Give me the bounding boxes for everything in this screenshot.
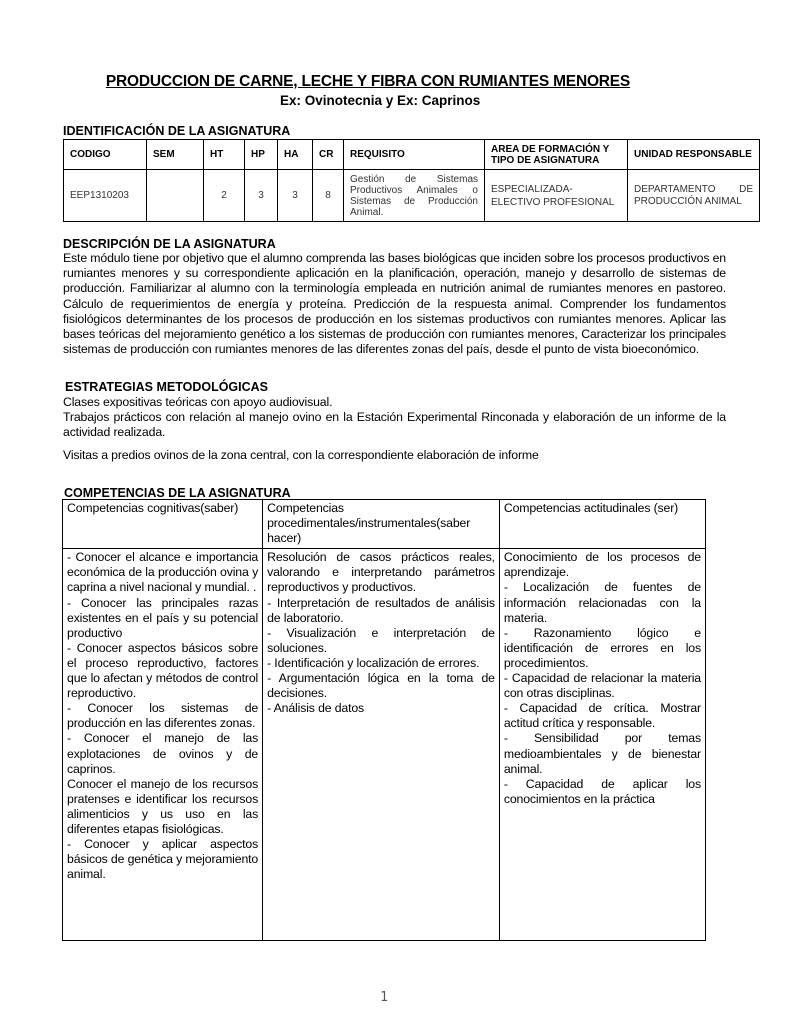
identificacion-heading: IDENTIFICACIÓN DE LA ASIGNATURA [63, 124, 291, 138]
list-item: - Capacidad de aplicar los conocimientos en la práctica [503, 776, 701, 806]
header-sem: SEM [147, 140, 204, 170]
list-item: - Capacidad de crítica. Mostrar actitud crítica y responsable. [503, 701, 701, 731]
header-hp: HP [245, 140, 278, 170]
identificacion-table [63, 139, 760, 222]
cell-hp: 3 [245, 170, 278, 222]
header-area-formacion: AREA DE FORMACIÓN Y TIPO DE ASIGNATURA [485, 140, 628, 170]
list-item: - Análisis de datos [267, 701, 365, 716]
page-number: 1 [380, 990, 388, 1005]
cell-area-formacion: ESPECIALIZADA-ELECTIVO PROFESIONAL [485, 170, 628, 222]
list-item: Conocimiento de los procesos de aprendizaje. [503, 550, 701, 580]
header-actitudinales: Competencias actitudinales (ser) [499, 500, 705, 549]
cell-ha: 3 [278, 170, 313, 222]
cell-cr: 8 [313, 170, 344, 222]
cell-sem [147, 170, 204, 222]
list-item: - Conocer los sistemas de producción en las diferentes zonas. [67, 701, 259, 731]
estrategia-item: Clases expositivas teóricas con apoyo audiovisual. [63, 395, 333, 409]
list-item: Conocer el manejo de los recursos pratenses e identificar los recursos alimenticios y us uso en las diferentes etapas fisiológicas. [67, 776, 259, 836]
cell-requisito: Gestión de Sistemas Productivos Animales o Sistemas de Producción Animal. [344, 170, 485, 222]
header-requisito: REQUISITO [344, 140, 485, 170]
table-row [64, 170, 760, 222]
estrategia-item: Visitas a predios ovinos de la zona central, con la correspondiente elaboración de informe [63, 448, 539, 462]
list-item: - Argumentación lógica en la toma de decisiones. [267, 671, 495, 701]
header-cr: CR [313, 140, 344, 170]
document-subtitle: Ex: Ovinotecnia y Ex: Caprinos [280, 93, 481, 108]
header-codigo: CODIGO [64, 140, 147, 170]
descripcion-text: Este módulo tiene por objetivo que el alumno comprenda las bases biológicas que inciden sobre los procesos productivos en rumiantes menores y su correspondiente aplicación en la planificación, operación, manejo y desarrollo de sistemas de producción. Familiarizar al alumno con la terminología empleada en nutrición animal de rumiantes menores en pastoreo. Cálculo de requerimientos de energía y proteína. Predicción de la respuesta animal. Comprender los fundamentos fisiológicos determinantes de los procesos de producción en los sistemas productivos con rumiantes menores. Aplicar las bases teóricas del mejoramiento genético a los sistemas de producción con rumiantes menores, Caracterizar los principales sistemas de producción con rumiantes menores de las diferentes zonas del país, desde el punto de vista bioeconómico. [63, 251, 726, 357]
list-item: - Conocer aspectos básicos sobre el proceso reproductivo, factores que lo afectan y métodos de control reproductivo. [67, 640, 259, 701]
list-item: - Conocer las principales razas existentes en el país y su potencial productivo [67, 595, 259, 640]
cell-unidad-responsable: DEPARTAMENTO DE PRODUCCIÓN ANIMAL [628, 170, 760, 222]
cognitivas-cell [63, 549, 263, 941]
list-item: - Visualización e interpretación de soluciones. [267, 625, 495, 655]
header-procedimentales: Competencias procedimentales/instrumentales(saber hacer) [263, 500, 500, 549]
header-unidad-responsable: UNIDAD RESPONSABLE [628, 140, 760, 170]
list-item: - Conocer y aplicar aspectos básicos de genética y mejoramiento animal. [67, 837, 259, 882]
competencias-heading: COMPETENCIAS DE LA ASIGNATURA [64, 486, 291, 500]
table-header-row [64, 140, 760, 170]
header-cognitivas: Competencias cognitivas(saber) [63, 500, 263, 549]
header-ha: HA [278, 140, 313, 170]
competencias-table [62, 499, 706, 941]
list-item: - Localización de fuentes de información relacionadas con la materia. [503, 580, 701, 625]
estrategia-item: Trabajos prácticos con relación al manejo ovino en la Estación Experimental Rinconada y elaboración de un informe de la actividad realizada. [63, 410, 726, 440]
procedimentales-cell [263, 549, 500, 941]
list-item: - Conocer el alcance e importancia económica de la producción ovina y caprina a nivel nacional y mundial. . [67, 550, 259, 595]
estrategias-heading: ESTRATEGIAS METODOLÓGICAS [65, 380, 269, 394]
list-item: - Capacidad de relacionar la materia con otras disciplinas. [503, 671, 701, 701]
table-header-row [63, 500, 706, 549]
document-title: PRODUCCION DE CARNE, LECHE Y FIBRA CON RUMIANTES MENORES [105, 73, 631, 90]
actitudinales-cell [499, 549, 705, 941]
list-item: Resolución de casos prácticos reales, valorando e interpretando parámetros reproductivos y productivos. [267, 550, 495, 595]
descripcion-heading: DESCRIPCIÓN DE LA ASIGNATURA [63, 237, 276, 251]
list-item: - Sensibilidad por temas medioambientales y de bienestar animal. [503, 731, 701, 776]
cell-ht: 2 [204, 170, 245, 222]
list-item: - Identificación y localización de errores. [267, 655, 480, 670]
table-row [63, 549, 706, 941]
cell-codigo: EEP1310203 [64, 170, 147, 222]
list-item: - Razonamiento lógico e identificación de errores en los procedimientos. [503, 625, 701, 670]
list-item: - Interpretación de resultados de análisis de laboratorio. [267, 595, 495, 625]
header-ht: HT [204, 140, 245, 170]
list-item: - Conocer el manejo de las explotaciones de ovinos y de caprinos. [67, 731, 259, 776]
